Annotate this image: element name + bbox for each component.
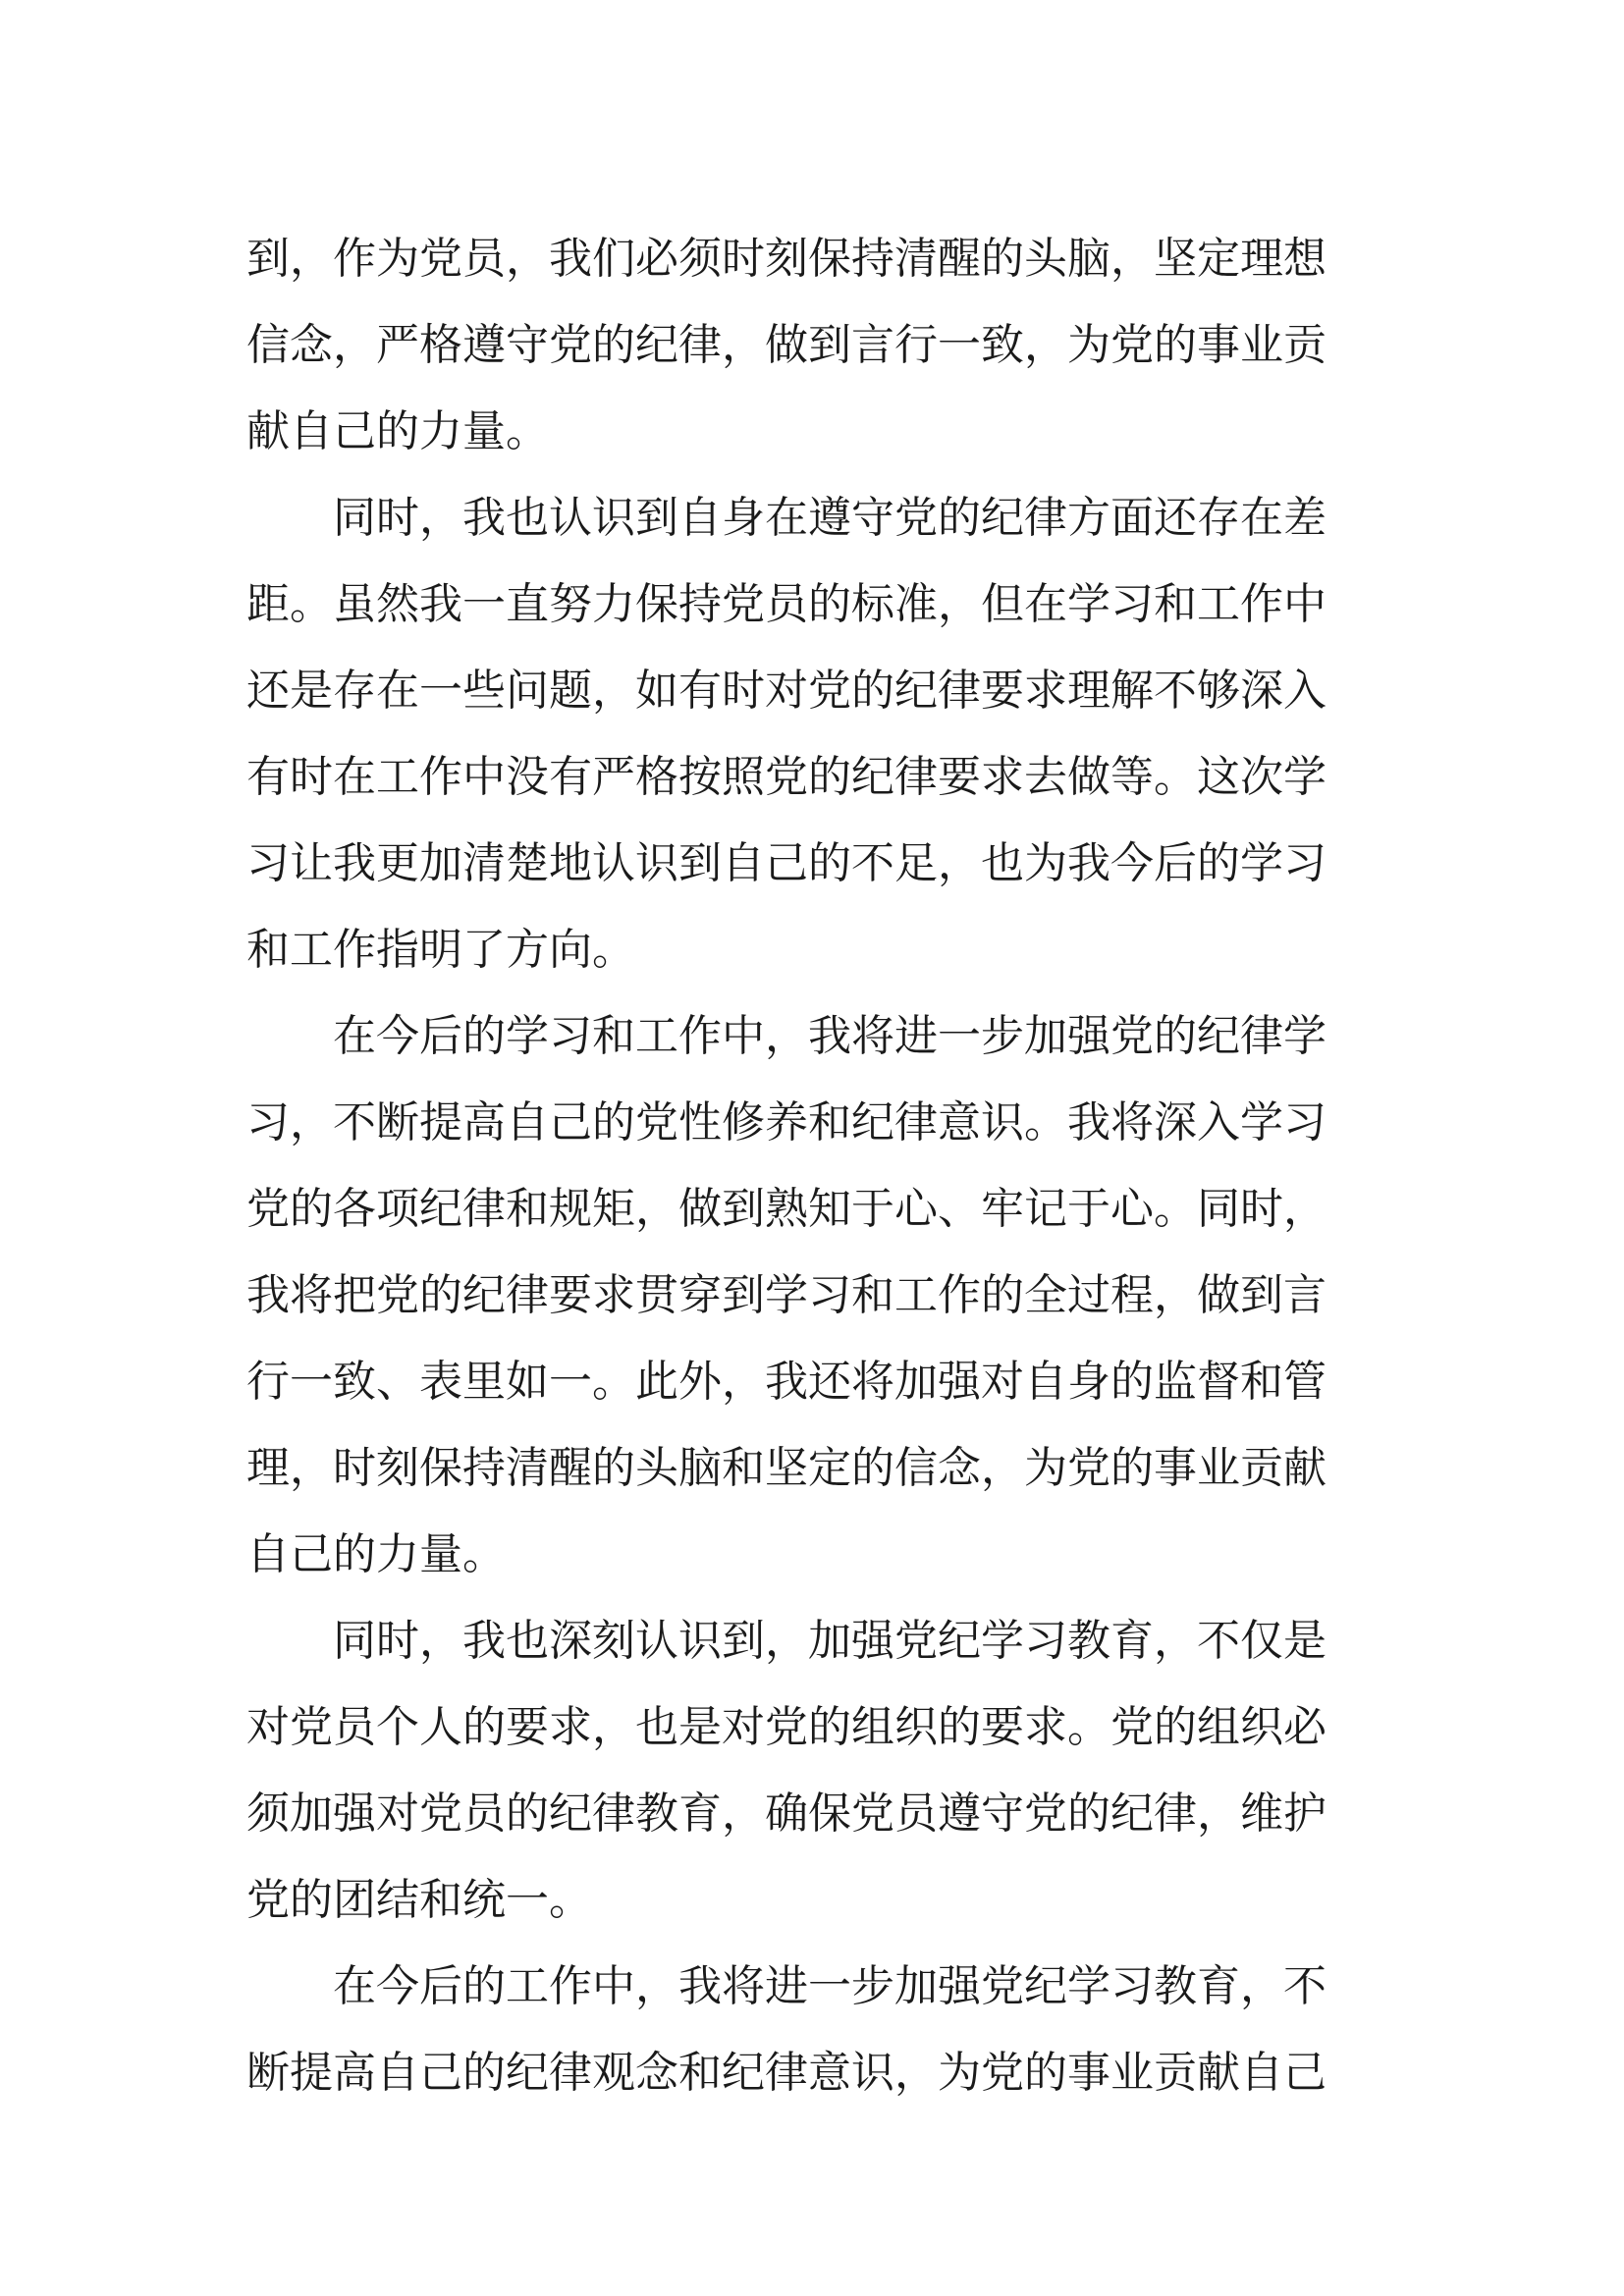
text-line: 党的各项纪律和规矩，做到熟知于心、牢记于心。同时，: [246, 1184, 1326, 1234]
paragraph-first-line: 同时，我也深刻认识到，加强党纪学习教育，不仅是: [333, 1616, 1326, 1666]
text-line: 和工作指明了方向。: [246, 925, 635, 975]
text-line: 断提高自己的纪律观念和纪律意识，为党的事业贡献自己: [246, 2048, 1326, 2098]
text-line: 行一致、表里如一。此外，我还将加强对自身的监督和管: [246, 1357, 1326, 1407]
paragraph-first-line: 在今后的学习和工作中，我将进一步加强党的纪律学: [333, 1011, 1326, 1061]
text-line: 距。虽然我一直努力保持党员的标准，但在学习和工作中: [246, 579, 1326, 629]
paragraph-first-line: 在今后的工作中，我将进一步加强党纪学习教育，不: [333, 1961, 1326, 2011]
text-line: 理，时刻保持清醒的头脑和坚定的信念，为党的事业贡献: [246, 1443, 1326, 1493]
text-line: 到，作为党员，我们必须时刻保持清醒的头脑，坚定理想: [246, 234, 1326, 284]
text-line: 习让我更加清楚地认识到自己的不足，也为我今后的学习: [246, 838, 1326, 888]
text-line: 信念，严格遵守党的纪律，做到言行一致，为党的事业贡: [246, 320, 1326, 370]
paragraph-first-line: 同时，我也认识到自身在遵守党的纪律方面还存在差: [333, 493, 1326, 543]
text-line: 党的团结和统一。: [246, 1875, 592, 1925]
text-line: 自己的力量。: [246, 1529, 506, 1579]
text-line: 有时在工作中没有严格按照党的纪律要求去做等。这次学: [246, 752, 1326, 802]
text-line: 习，不断提高自己的党性修养和纪律意识。我将深入学习: [246, 1097, 1326, 1148]
text-line: 对党员个人的要求，也是对党的组织的要求。党的组织必: [246, 1702, 1326, 1752]
text-line: 我将把党的纪律要求贯穿到学习和工作的全过程，做到言: [246, 1270, 1326, 1320]
document-body: [246, 227, 1385, 2127]
text-line: 还是存在一些问题，如有时对党的纪律要求理解不够深入: [246, 666, 1326, 716]
text-line: 献自己的力量。: [246, 406, 549, 456]
text-line: 须加强对党员的纪律教育，确保党员遵守党的纪律，维护: [246, 1789, 1326, 1839]
